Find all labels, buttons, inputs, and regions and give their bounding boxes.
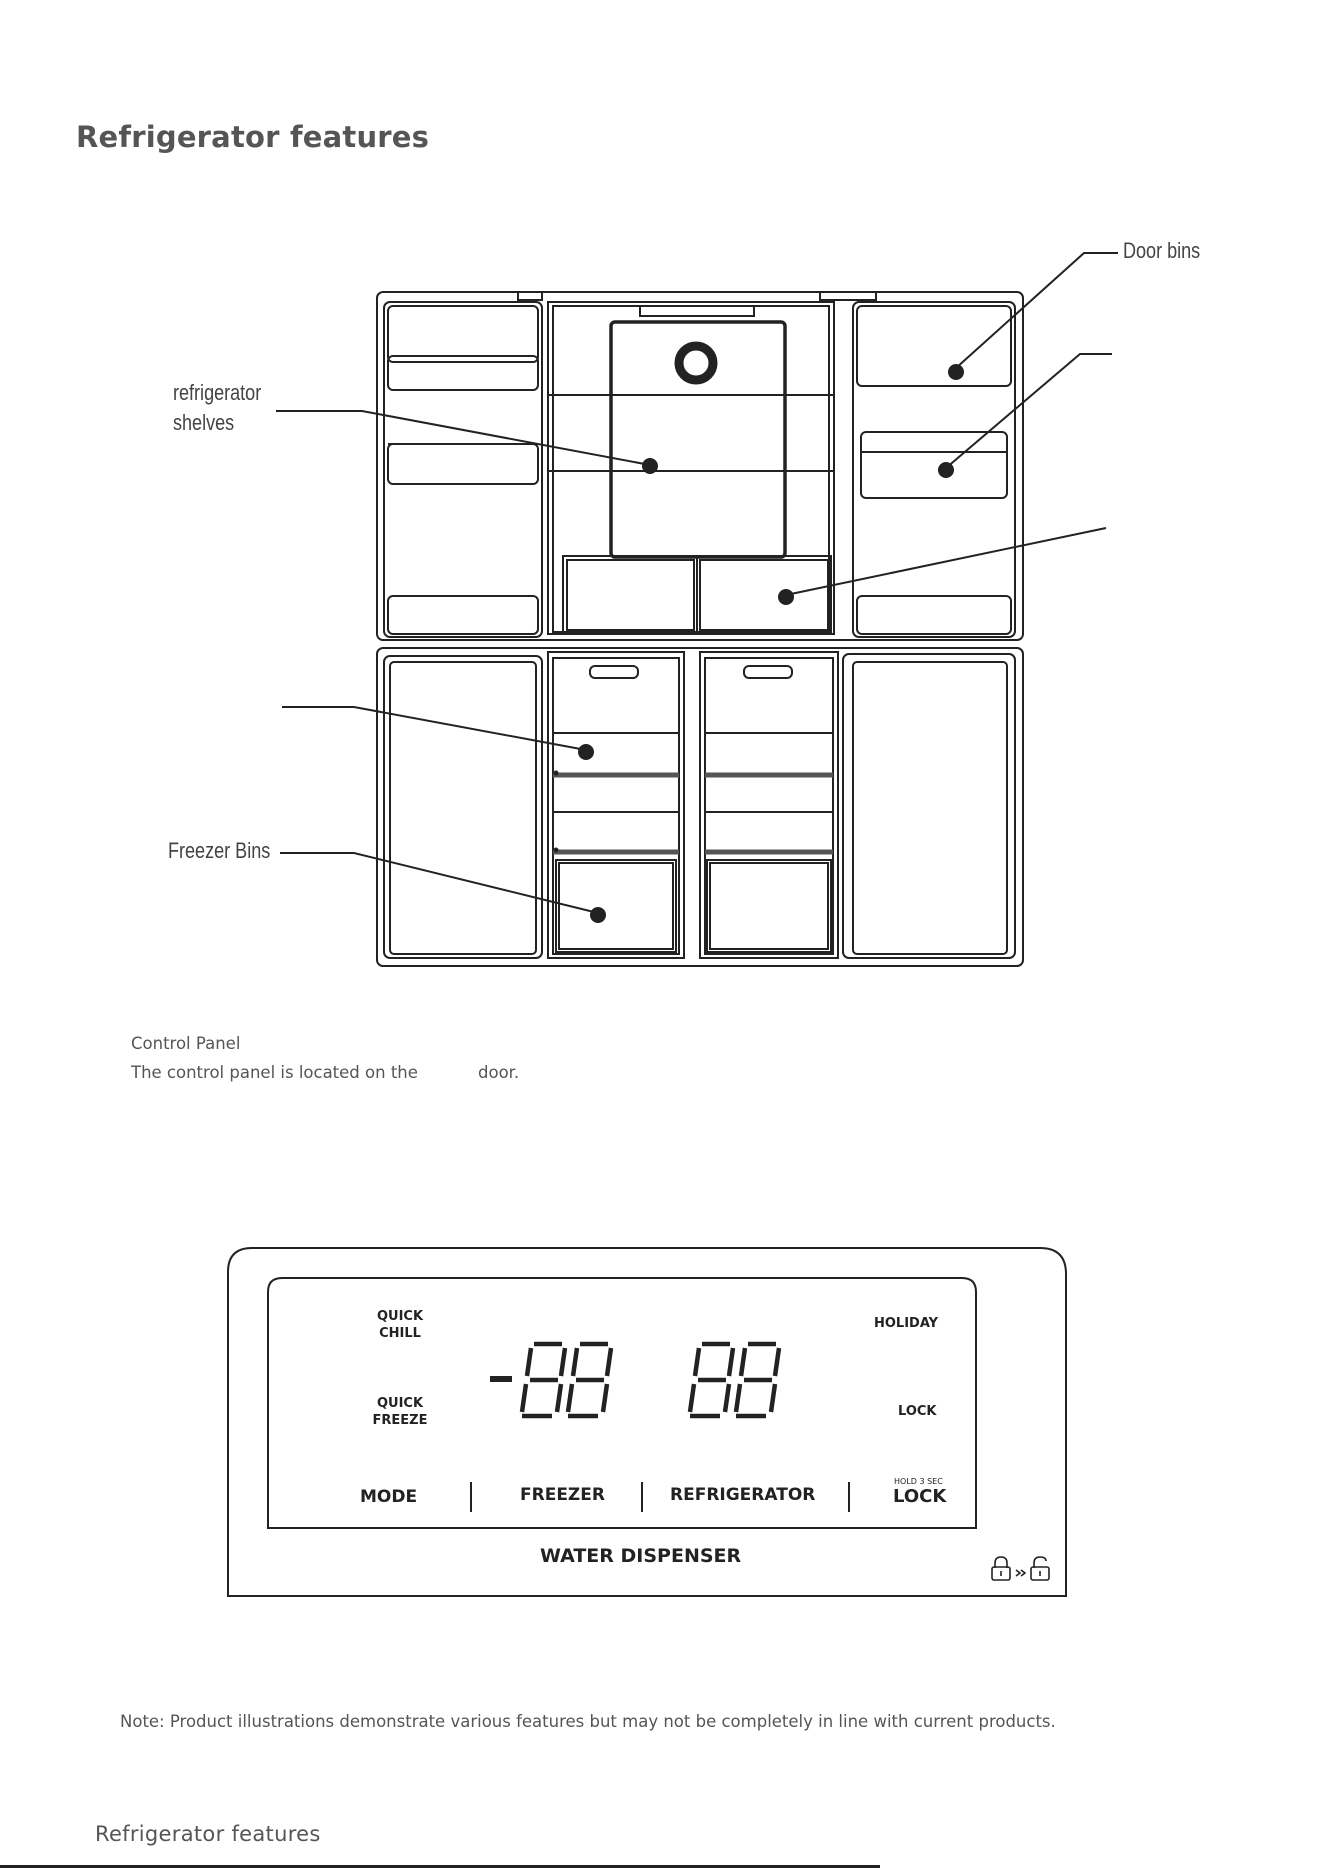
quick-freeze-label xyxy=(360,1395,440,1429)
refrigerator-button[interactable]: REFRIGERATOR xyxy=(670,1485,816,1505)
page-footer: Refrigerator features xyxy=(95,1822,321,1846)
lock-to-unlock-icon xyxy=(992,1557,1049,1580)
control-panel-location-before: The control panel is located on the xyxy=(131,1063,418,1082)
holiday-indicator: HOLIDAY xyxy=(874,1316,939,1331)
lock-button[interactable]: LOCK xyxy=(893,1486,947,1507)
quick-chill-line1: QUICK xyxy=(376,1309,424,1324)
product-note: Note: Product illustrations demonstrate various features but may not be completely in line with current products. xyxy=(120,1712,1056,1731)
quick-freeze-line1: QUICK xyxy=(376,1396,424,1411)
hold-3-sec-note: HOLD 3 SEC xyxy=(894,1477,943,1486)
quick-freeze-line2: FREEZE xyxy=(372,1413,428,1428)
control-panel-location-after: door. xyxy=(478,1063,520,1082)
quick-chill-line2: CHILL xyxy=(379,1326,421,1341)
freezer-button[interactable]: FREEZER xyxy=(520,1485,605,1505)
label-freezer-bins: Freezer Bins xyxy=(168,838,271,863)
label-refrigerator-shelves-2: shelves xyxy=(173,410,235,435)
mode-button[interactable]: MODE xyxy=(360,1487,418,1507)
lock-indicator: LOCK xyxy=(898,1404,937,1419)
water-dispenser-button[interactable]: WATER DISPENSER xyxy=(540,1545,742,1567)
quick-chill-label xyxy=(368,1308,432,1342)
control-panel-heading: Control Panel xyxy=(131,1034,241,1053)
footer-rule xyxy=(0,1865,880,1868)
label-door-bins: Door bins xyxy=(1123,238,1201,263)
label-refrigerator-shelves-1: refrigerator xyxy=(173,380,262,405)
page-title: Refrigerator features xyxy=(76,120,430,154)
